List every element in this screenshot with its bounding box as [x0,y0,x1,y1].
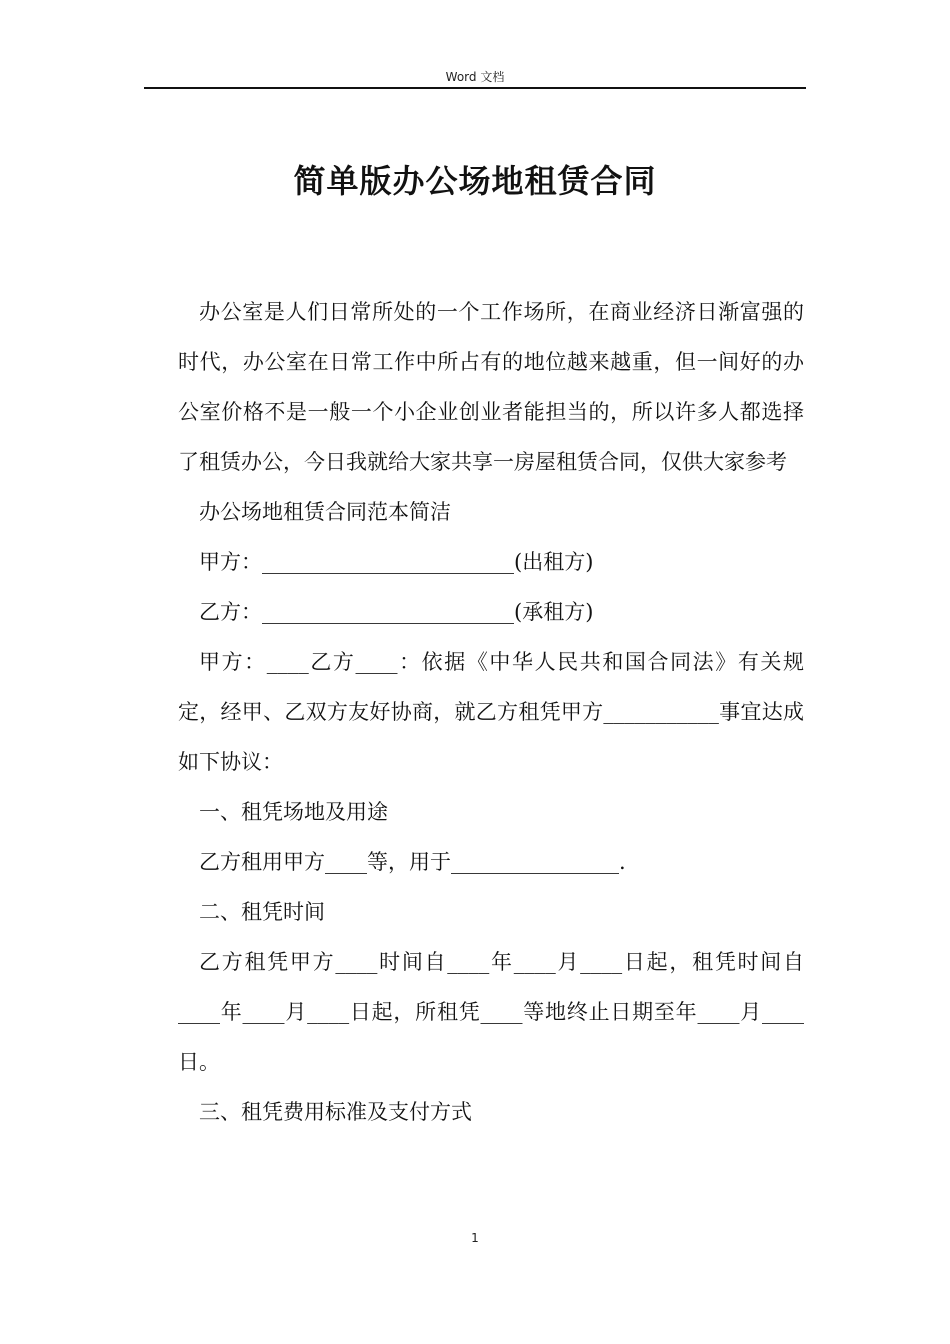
section-heading-2: 二、租凭时间 [199,900,325,924]
paragraph-subtitle: 办公场地租赁合同范本简洁 [199,500,451,524]
paragraph-intro: 办公室是人们日常所处的一个工作场所，在商业经济日渐富强的时代，办公室在日常工作中所占有的地位越来越重，但一间好的办公室价格不是一般一个小企业创业者能担当的，所以许多人都选择了租赁办公，今日我就给大家共享一房屋租赁合同，仅供大家参考 [178,300,804,474]
document-title: 简单版办公场地租赁合同 [293,162,657,200]
paragraph-usage: 乙方租用甲方____等，用于________________. [199,850,626,874]
paragraph-agreement: 甲方：____乙方____：依据《中华人民共和国合同法》有关规定，经甲、乙双方友好协商，就乙方租凭甲方___________事宜达成如下协议： [178,650,804,774]
page-number: 1 [471,1231,479,1245]
paragraph-party-a: 甲方：________________________(出租方) [199,550,594,574]
section-heading-3: 三、租凭费用标准及支付方式 [199,1100,472,1124]
section-heading-1: 一、租凭场地及用途 [199,800,388,824]
page-header: Word 文档 [445,70,505,84]
header-divider [144,87,806,89]
paragraph-party-b: 乙方：________________________(承租方) [199,600,594,624]
paragraph-term: 乙方租凭甲方____时间自____年____月____日起，租凭时间自____年____月____日起，所租凭____等地终止日期至年____月____日。 [178,950,804,1074]
document-body [178,287,804,1137]
